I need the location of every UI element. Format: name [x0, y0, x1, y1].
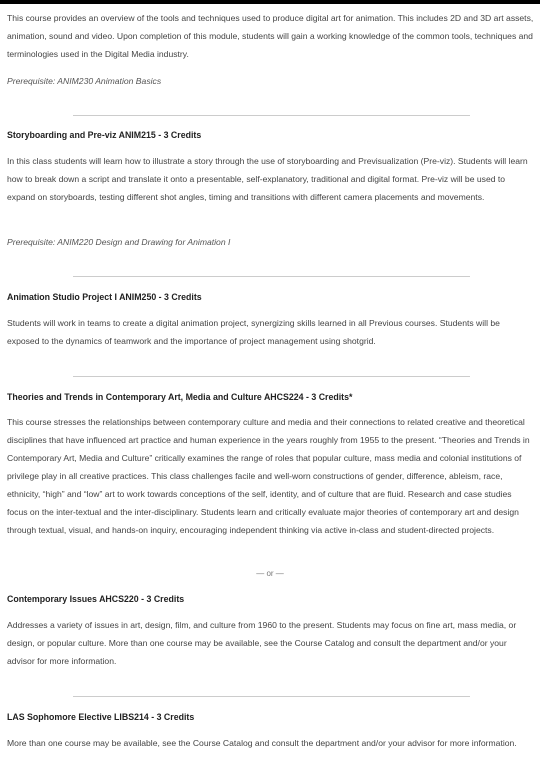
course-title: Storyboarding and Pre-viz ANIM215 - 3 Credits: [7, 130, 202, 140]
course-description: Students will work in teams to create a digital animation project, synergizing skills learned in all Previous courses. Students will be exposed to the dynamics of teamwork and the importance of project management using shotgrid.: [7, 318, 500, 346]
or-separator: — or —: [256, 569, 284, 578]
divider: [73, 276, 470, 277]
course-title: Contemporary Issues AHCS220 - 3 Credits: [7, 594, 185, 604]
course-prerequisite: Prerequisite: ANIM220 Design and Drawing for Animation I: [7, 237, 231, 247]
course-description: More than one course may be available, see the Course Catalog and consult the department and/or your advisor for more information.: [7, 738, 517, 748]
divider: [73, 696, 470, 697]
top-bar: [0, 0, 540, 4]
course-description: In this class students will learn how to illustrate a story through the use of storyboarding and Previsualization (Pre-viz). Students will learn how to break down a script and translate it onto a presentable, self-explanatory, traditional and digital format. Pre-viz will be used to expand on storyboards, testing different shot angles, timing and transitions with different camera placements and movements.: [7, 156, 528, 202]
course-title: Animation Studio Project I ANIM250 - 3 Credits: [7, 292, 202, 302]
divider: [73, 115, 470, 116]
intro-prerequisite: Prerequisite: ANIM230 Animation Basics: [7, 76, 162, 86]
divider: [73, 376, 470, 377]
course-title: Theories and Trends in Contemporary Art, Media and Culture AHCS224 - 3 Credits*: [7, 392, 353, 402]
course-description: Addresses a variety of issues in art, design, film, and culture from 1960 to the present. Students may focus on fine art, mass media, or design, or popular culture. More than one course may be available, see the Course Catalog and consult the department and/or your advisor for more information.: [7, 620, 517, 666]
course-title: LAS Sophomore Elective LIBS214 - 3 Credits: [7, 712, 195, 722]
course-description: This course stresses the relationships between contemporary culture and media and their connections to related creative and theoretical disciplines that have influenced art practice and human experience in the years roughly from 1955 to the present. “Theories and Trends in Contemporary Art, Media and Culture” critically examines the range of roles that popular culture, mass media and colonial institutions of privilege play in all creative practices. This class challenges facile and well-worn constructions of gender, difference, ableism, race, ethnicity, “high” and “low” art to work towards conceptions of the self, identity, and of culture that are fluid. Research and case studies focus on the inter-textual and the inter-disciplinary. Students learn and critically evaluate major theories of contemporary art and design through textual, visual, and hands-on inquiry, encouraging independent thinking via active in-class and student-directed projects.: [7, 417, 530, 535]
intro-description: This course provides an overview of the tools and techniques used to produce digital art for animation. This includes 2D and 3D art assets, animation, sound and video. Upon completion of this module, students will gain a working knowledge of the common tools, techniques and terminologies used in the Digital Media industry.: [7, 13, 534, 59]
